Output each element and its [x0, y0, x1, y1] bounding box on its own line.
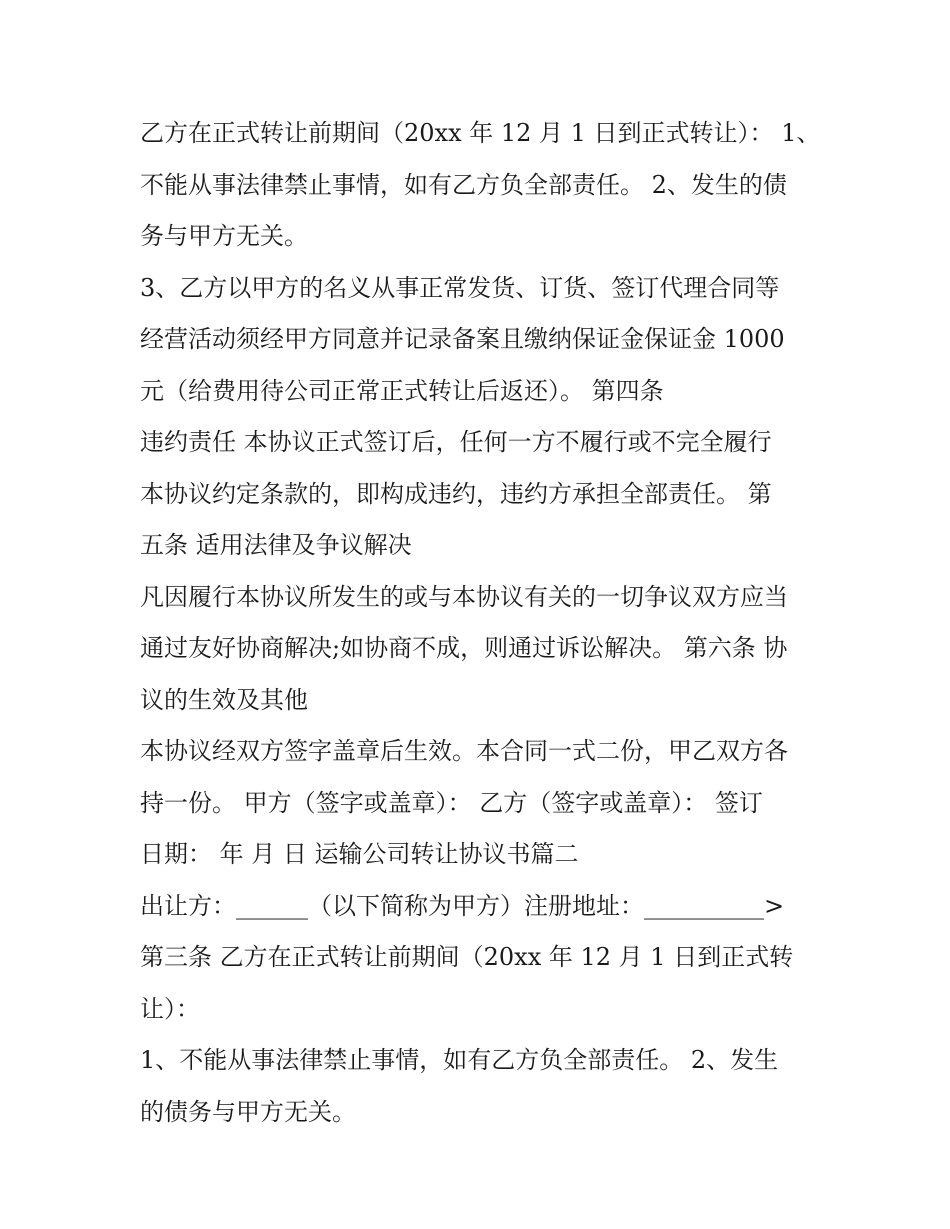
- text-line: 1、不能从事法律禁止事情，如有乙方负全部责任。 2、发生: [140, 1046, 779, 1074]
- text-line: 通过友好协商解决;如协商不成，则通过诉讼解决。 第六条 协: [140, 634, 788, 662]
- text-line: 3、乙方以甲方的名义从事正常发货、订货、签订代理合同等: [140, 273, 780, 302]
- text-line: 的债务与甲方无关。: [140, 1097, 356, 1126]
- text-line: 乙方在正式转让前期间（20xx 年 12 月 1 日到正式转让）： 1、: [140, 119, 821, 147]
- text-line: 不能从事法律禁止事情，如有乙方负全部责任。 2、发生的债: [140, 170, 787, 199]
- text-line: 凡因履行本协议所发生的或与本协议有关的一切争议双方应当: [140, 582, 788, 611]
- text-line: 本协议约定条款的，即构成违约，违约方承担全部责任。 第: [140, 479, 772, 508]
- document-body: [140, 108, 840, 1138]
- text-line: 经营活动须经甲方同意并记录备案且缴纳保证金保证金 1000: [140, 325, 785, 353]
- text-line: 五条 适用法律及争议解决: [140, 531, 412, 559]
- text-line: 持一份。 甲方（签字或盖章）： 乙方（签字或盖章）： 签订: [140, 788, 763, 817]
- text-line: 违约责任 本协议正式签订后，任何一方不履行或不完全履行: [140, 428, 772, 456]
- text-line: 让）：: [140, 994, 200, 1023]
- text-line: 议的生效及其他: [140, 685, 308, 714]
- text-line: 出让方：______（以下简称为甲方）注册地址：__________>: [140, 891, 785, 920]
- text-line: 第三条 乙方在正式转让前期间（20xx 年 12 月 1 日到正式转: [140, 943, 794, 971]
- text-line: 本协议经双方签字盖章后生效。本合同一式二份，甲乙双方各: [140, 737, 788, 765]
- text-line: 务与甲方无关。: [140, 222, 308, 250]
- text-line: 元（给费用待公司正常正式转让后返还）。 第四条: [140, 376, 664, 405]
- text-line: 日期： 年 月 日 运输公司转让协议书篇二: [140, 840, 579, 868]
